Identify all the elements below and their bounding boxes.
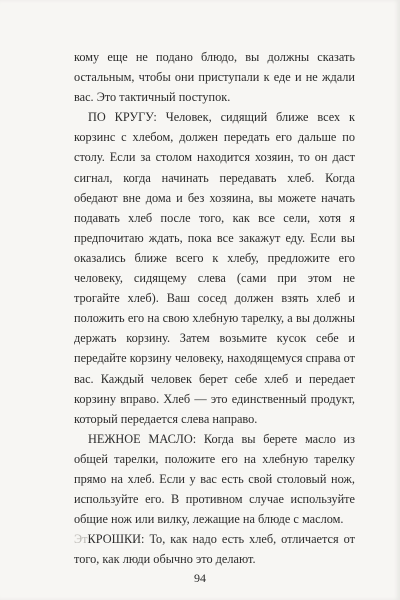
paragraph-intro-text: кому еще не подано блюдо, вы должны сказать остальным, чтобы они приступали к еде и не ждали вас. Это тактичный поступок.	[74, 50, 355, 105]
body-text	[74, 47, 355, 569]
paragraph-kroshki-text: То, как надо есть хлеб, отличается от того, как люди обычно это делают.	[74, 532, 355, 567]
paragraph-intro	[74, 47, 355, 107]
term-kroshki: КРОШКИ:	[87, 532, 145, 547]
page-number: 94	[194, 571, 206, 585]
paragraph-kroshki	[74, 529, 355, 569]
paragraph-nezhnoe-maslo	[74, 429, 355, 529]
term-po-krugu: ПО КРУГУ:	[88, 110, 157, 125]
bleed-through-text: Эт	[74, 532, 88, 547]
paragraph-nezhnoe-maslo-text: Когда вы берете масло из общей тарелки, положите его на хлебную тарелку прямо на хлеб. Если у вас есть свой столовый нож, используйте его. В противном случае используйте общие нож или вилку, лежащие на блюде с маслом.	[74, 431, 355, 527]
term-nezhnoe-maslo: НЕЖНОЕ МАСЛО:	[88, 431, 197, 446]
paragraph-po-krugu-text: Человек, сидящий ближе всех к корзинс с хлебом, должен передать его дальше по столу. Если за столом находится хозяин, то он даст сигнал, когда начинать передавать хлеб. Когда обедают вне дома и без хозяина, вы можете начать подавать хлеб после того, как все сели, хотя я предпочитаю ждать, пока все закажут еду. Если вы оказались ближе всего к хлебу, предложите его человеку, сидящему слева (сами при этом не трогайте хлеб). Ваш сосед должен взять хлеб и положить его на свою хлебную тарелку, а вы должны держать корзину. Затем возьмите кусок себе и передайте корзину человеку, находящемуся справа от вас. Каждый человек берет себе хлеб и передает корзину вправо. Хлеб — это единственный продукт, который передается слева направо.	[74, 110, 355, 426]
paragraph-po-krugu	[74, 107, 355, 429]
